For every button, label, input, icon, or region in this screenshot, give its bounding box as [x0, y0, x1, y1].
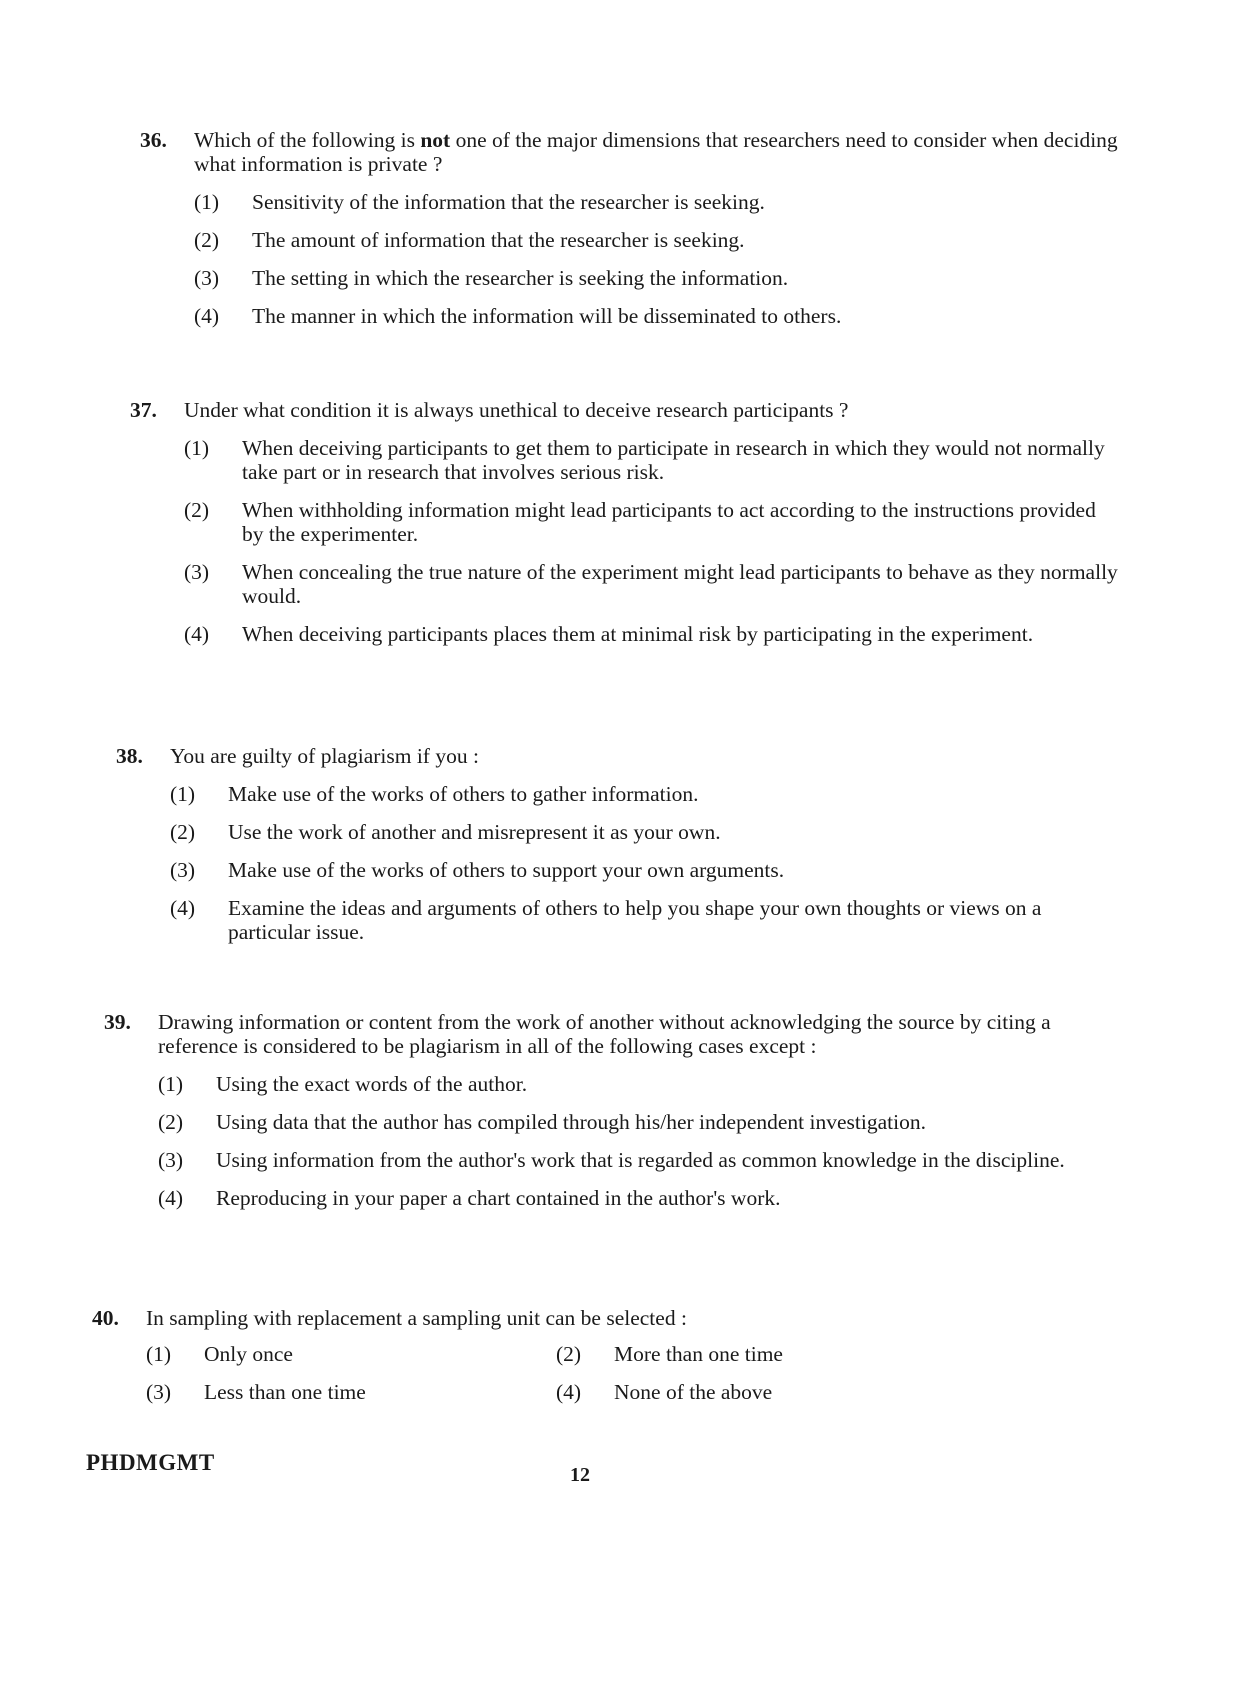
question-text: Which of the following is not one of the major dimensions that researchers need to consider when deciding what information is private ?: [194, 128, 1118, 176]
option-3: (3) When concealing the true nature of the experiment might lead participants to behave as they normally would.: [184, 560, 1118, 608]
option-2: (2) Using data that the author has compiled through his/her independent investigation.: [158, 1110, 926, 1134]
option-3: (3) Using information from the author's work that is regarded as common knowledge in the discipline.: [158, 1148, 1065, 1172]
options-list: [170, 782, 1106, 944]
options-list: [184, 436, 1120, 646]
question-40: [92, 1306, 1092, 1404]
paper-code: PHDMGMT: [86, 1450, 215, 1475]
question-number: 40.: [92, 1306, 119, 1330]
option-2: (2) Use the work of another and misrepresent it as your own.: [170, 820, 721, 844]
question-number: 39.: [104, 1010, 131, 1034]
question-text: Under what condition it is always unethical to deceive research participants ?: [184, 398, 849, 422]
question-text: In sampling with replacement a sampling unit can be selected :: [146, 1306, 687, 1330]
question-number: 36.: [140, 128, 167, 152]
option-3: (3) Make use of the works of others to support your own arguments.: [170, 858, 785, 882]
option-1: (1) Only once: [146, 1342, 293, 1366]
option-3: (3) The setting in which the researcher is seeking the information.: [194, 266, 789, 290]
option-4: (4) Reproducing in your paper a chart contained in the author's work.: [158, 1186, 781, 1210]
option-2: (2) The amount of information that the researcher is seeking.: [194, 228, 745, 252]
option-1: (1) When deceiving participants to get them to participate in research in which they would not normally take part or in research that involves serious risk.: [184, 436, 1105, 484]
option-4: (4) None of the above: [556, 1380, 773, 1404]
question-39: [104, 1010, 1104, 1224]
question-36: [140, 128, 1130, 342]
page-number: 12: [570, 1464, 590, 1486]
question-37: [130, 398, 1120, 660]
option-3: (3) Less than one time: [146, 1380, 366, 1404]
option-2: (2) When withholding information might lead participants to act according to the instructions provided by the experimenter.: [184, 498, 1096, 546]
option-4: (4) When deceiving participants places them at minimal risk by participating in the experiment.: [184, 622, 1034, 646]
question-number: 37.: [130, 398, 157, 422]
question-text: You are guilty of plagiarism if you :: [170, 744, 479, 768]
option-1: (1) Sensitivity of the information that the researcher is seeking.: [194, 190, 765, 214]
question-38: [116, 744, 1106, 958]
question-number: 38.: [116, 744, 143, 768]
options-list: [158, 1072, 1104, 1210]
option-1: (1) Make use of the works of others to gather information.: [170, 782, 699, 806]
question-text: Drawing information or content from the work of another without acknowledging the source by citing a reference is considered to be plagiarism in all of the following cases except :: [158, 1010, 1051, 1058]
options-list: [194, 190, 1130, 328]
option-2: (2) More than one time: [556, 1342, 783, 1366]
option-4: (4) The manner in which the information will be disseminated to others.: [194, 304, 842, 328]
option-4: (4) Examine the ideas and arguments of others to help you shape your own thoughts or views on a particular issue.: [170, 896, 1042, 944]
options-list: [146, 1342, 1092, 1404]
option-1: (1) Using the exact words of the author.: [158, 1072, 528, 1096]
